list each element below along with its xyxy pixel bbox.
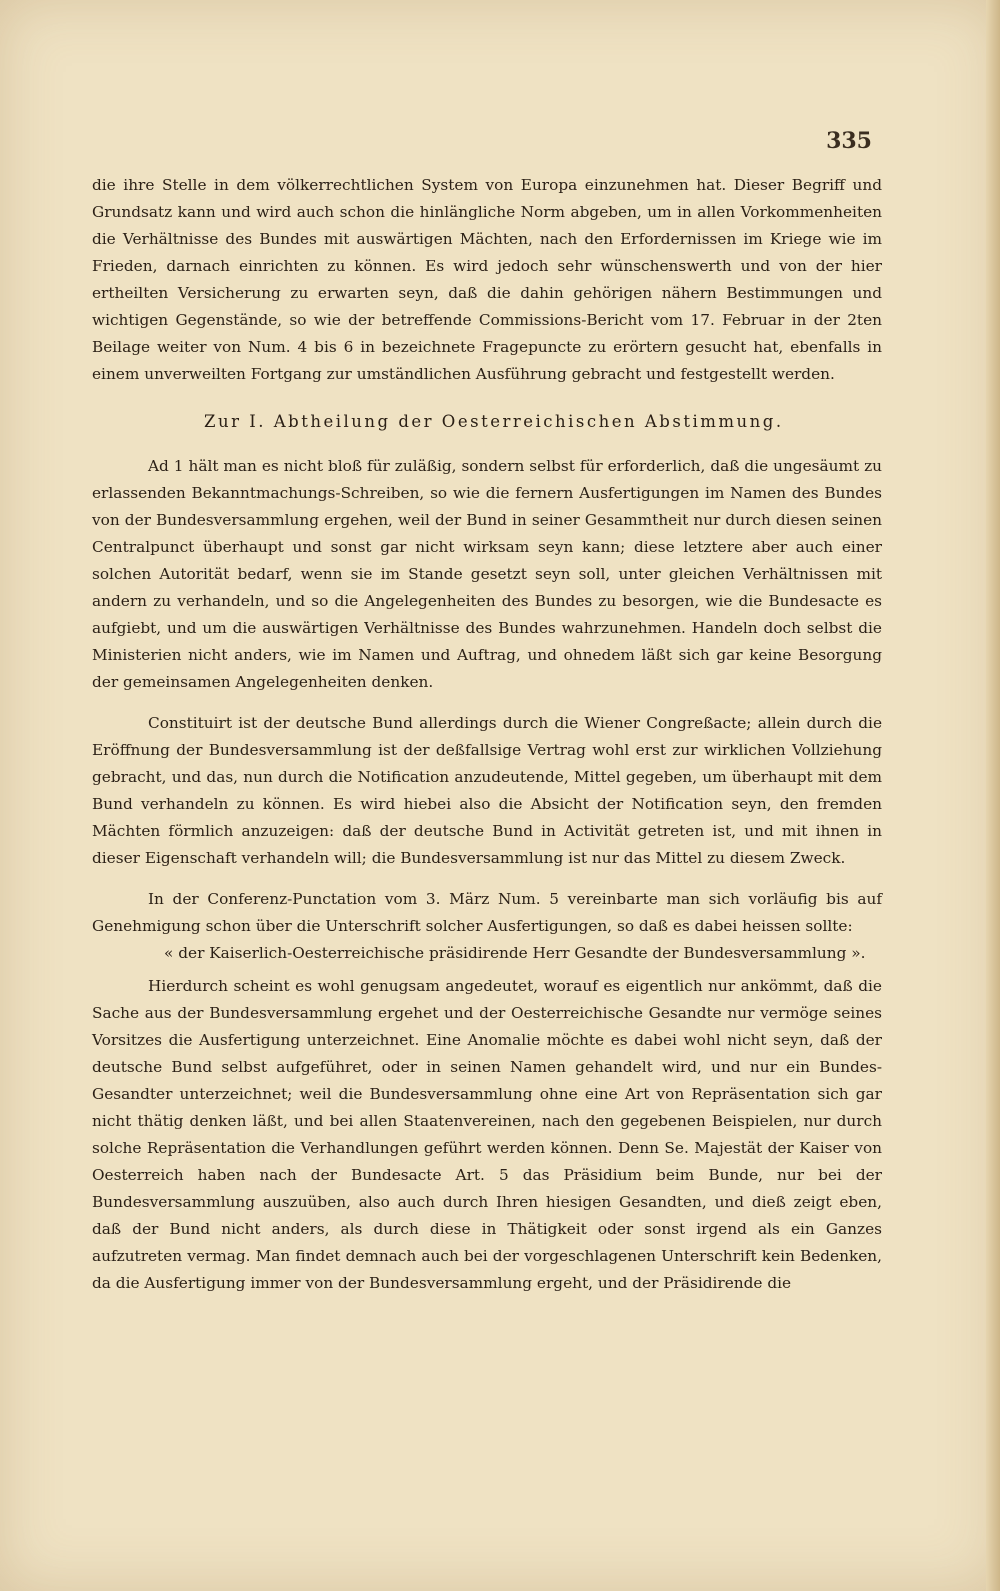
page-edge (986, 0, 1000, 1591)
section-heading: Zur I. Abtheilung der Oesterreichischen Abstimmung. (204, 412, 784, 431)
paragraph-2: Ad 1 hält man es nicht bloß für zuläßig, sondern selbst für erforderlich, daß die ungesäumt zu erlassenden Bekanntmachungs-Schreiben, so wie die fernern Ausfertigungen im Namen des Bundes von der Bundesversammlung ergehen, weil der Bund in seiner Gesammtheit nur durch diesen seinen Centralpunct überhaupt und sonst gar nicht wirksam seyn kann; diese letztere aber auch einer solchen Autorität bedarf, wenn sie im Stande gesetzt seyn soll, unter gleichen Verhältnissen mit andern zu verhandeln, und so die Angelegenheiten des Bundes zu besorgen, wie die Bundesacte es aufgiebt, und um die auswärtigen Verhältnisse des Bundes wahrzunehmen. Handeln doch selbst die Ministerien nicht anders, wie im Namen und Auftrag, und ohnedem läßt sich gar keine Besorgung der gemeinsamen Angelegenheiten denken. (92, 457, 882, 691)
body-text (92, 172, 882, 1297)
paragraph-5: Hierdurch scheint es wohl genugsam angedeutet, worauf es eigentlich nur ankömmt, daß die Sache aus der Bundesversammlung ergehet und der Oesterreichische Gesandte nur vermöge seines Vorsitzes die Ausfertigung unterzeichnet. Eine Anomalie möchte es dabei wohl nicht seyn, daß der deutsche Bund selbst aufgeführet, oder in seinen Namen gehandelt wird, und nur ein Bundes-Gesandter unterzeichnet; weil die Bundesversammlung ohne eine Art von Repräsentation sich gar nicht thätig denken läßt, und bei allen Staatenvereinen, nach den gegebenen Beispielen, nur durch solche Repräsentation die Verhandlungen geführt werden können. Denn Se. Majestät der Kaiser von Oesterreich haben nach der Bundesacte Art. 5 das Präsidium beim Bunde, nur bei der Bundesversammlung auszuüben, also auch durch Ihren hiesigen Gesandten, und dieß zeigt eben, daß der Bund nicht anders, als durch diese in Thätigkeit oder sonst irgend als ein Ganzes aufzutreten vermag. Man findet demnach auch bei der vorgeschlagenen Unterschrift kein Bedenken, da die Ausfertigung immer von der Bundesversammlung ergeht, und der Präsidirende die (92, 977, 882, 1292)
quoted-signature: « der Kaiserlich-Oesterreichische präsidirende Herr Gesandte der Bundesversammlung ». (164, 944, 866, 962)
page-number: 335 (826, 128, 872, 154)
paragraph-1: die ihre Stelle in dem völkerrechtlichen System von Europa einzunehmen hat. Dieser Begriff und Grundsatz kann und wird auch schon die hinlängliche Norm abgeben, um in allen Vorkommenheiten die Verhältnisse des Bundes mit auswärtigen Mächten, nach den Erfordernissen im Kriege wie im Frieden, darnach einrichten zu können. Es wird jedoch sehr wünschenswerth und von der hier ertheilten Versicherung zu erwarten seyn, daß die dahin gehörigen nähern Bestimmungen und wichtigen Gegenstände, so wie der betreffende Commissions-Bericht vom 17. Februar in der 2ten Beilage weiter von Num. 4 bis 6 in bezeichnete Fragepuncte zu erörtern gesucht hat, ebenfalls in einem unverweilten Fortgang zur umständlichen Ausführung gebracht und festgestellt werden. (92, 176, 882, 383)
paragraph-3: Constituirt ist der deutsche Bund allerdings durch die Wiener Congreßacte; allein durch die Eröffnung der Bundesversammlung ist der deßfallsige Vertrag wohl erst zur wirklichen Vollziehung gebracht, und das, nun durch die Notification anzudeutende, Mittel gegeben, um überhaupt mit dem Bund verhandeln zu können. Es wird hiebei also die Absicht der Notification seyn, den fremden Mächten förmlich anzuzeigen: daß der deutsche Bund in Activität getreten ist, und mit ihnen in dieser Eigenschaft verhandeln will; die Bundesversammlung ist nur das Mittel zu diesem Zweck. (92, 714, 882, 867)
paragraph-4: In der Conferenz-Punctation vom 3. März Num. 5 vereinbarte man sich vorläufig bis auf Genehmigung schon über die Unterschrift solcher Ausfertigungen, so daß es dabei heissen sollte: (92, 890, 882, 935)
